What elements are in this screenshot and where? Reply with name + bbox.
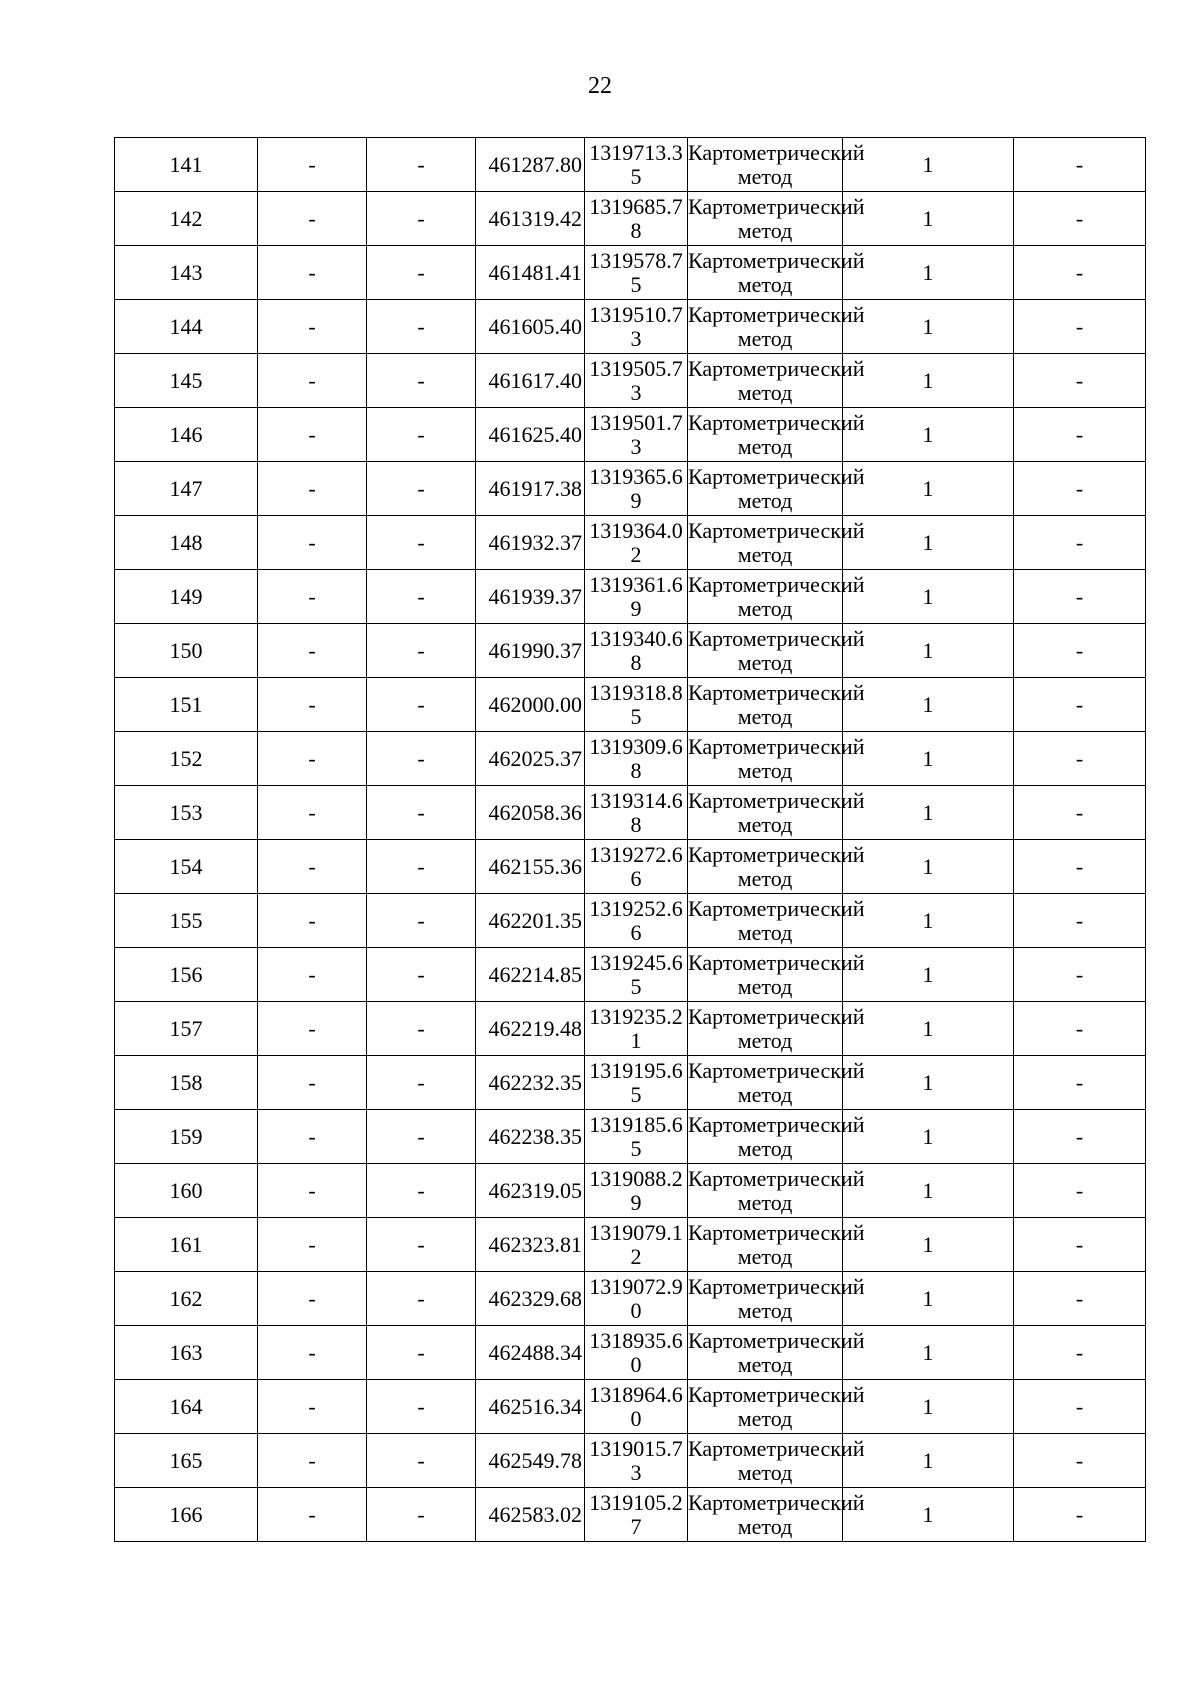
accuracy-cell: 1 bbox=[843, 1488, 1014, 1542]
point-number-cell: 147 bbox=[115, 462, 258, 516]
empty-dash-cell: - bbox=[1014, 408, 1146, 462]
point-number-cell: 163 bbox=[115, 1326, 258, 1380]
empty-dash-cell: - bbox=[1014, 570, 1146, 624]
empty-dash-cell: - bbox=[1014, 1434, 1146, 1488]
y-coordinate-cell: 1319365.69 bbox=[585, 462, 688, 516]
point-number-cell: 151 bbox=[115, 678, 258, 732]
empty-dash-cell: - bbox=[258, 840, 367, 894]
accuracy-cell: 1 bbox=[843, 1056, 1014, 1110]
point-number-cell: 149 bbox=[115, 570, 258, 624]
accuracy-cell: 1 bbox=[843, 516, 1014, 570]
accuracy-cell: 1 bbox=[843, 1326, 1014, 1380]
empty-dash-cell: - bbox=[1014, 786, 1146, 840]
table-row bbox=[115, 894, 1146, 948]
point-number-cell: 146 bbox=[115, 408, 258, 462]
x-coordinate-cell: 462201.35 bbox=[476, 894, 585, 948]
empty-dash-cell: - bbox=[258, 1110, 367, 1164]
y-coordinate-cell: 1319309.68 bbox=[585, 732, 688, 786]
method-cell: Картометрический метод bbox=[688, 624, 843, 678]
x-coordinate-cell: 462058.36 bbox=[476, 786, 585, 840]
method-cell: Картометрический метод bbox=[688, 786, 843, 840]
empty-dash-cell: - bbox=[1014, 1164, 1146, 1218]
y-coordinate-cell: 1319578.75 bbox=[585, 246, 688, 300]
x-coordinate-cell: 461605.40 bbox=[476, 300, 585, 354]
table-row bbox=[115, 1056, 1146, 1110]
empty-dash-cell: - bbox=[367, 1488, 476, 1542]
accuracy-cell: 1 bbox=[843, 1434, 1014, 1488]
empty-dash-cell: - bbox=[1014, 678, 1146, 732]
point-number-cell: 166 bbox=[115, 1488, 258, 1542]
empty-dash-cell: - bbox=[258, 786, 367, 840]
empty-dash-cell: - bbox=[258, 624, 367, 678]
table-row bbox=[115, 138, 1146, 192]
point-number-cell: 158 bbox=[115, 1056, 258, 1110]
point-number-cell: 153 bbox=[115, 786, 258, 840]
empty-dash-cell: - bbox=[258, 516, 367, 570]
empty-dash-cell: - bbox=[367, 1272, 476, 1326]
method-cell: Картометрический метод bbox=[688, 1380, 843, 1434]
empty-dash-cell: - bbox=[367, 516, 476, 570]
y-coordinate-cell: 1319088.29 bbox=[585, 1164, 688, 1218]
point-number-cell: 154 bbox=[115, 840, 258, 894]
table-row bbox=[115, 192, 1146, 246]
table-row bbox=[115, 516, 1146, 570]
table-row bbox=[115, 462, 1146, 516]
empty-dash-cell: - bbox=[1014, 1110, 1146, 1164]
empty-dash-cell: - bbox=[367, 246, 476, 300]
table-row bbox=[115, 840, 1146, 894]
empty-dash-cell: - bbox=[367, 138, 476, 192]
accuracy-cell: 1 bbox=[843, 192, 1014, 246]
empty-dash-cell: - bbox=[1014, 732, 1146, 786]
accuracy-cell: 1 bbox=[843, 1110, 1014, 1164]
y-coordinate-cell: 1319314.68 bbox=[585, 786, 688, 840]
x-coordinate-cell: 461625.40 bbox=[476, 408, 585, 462]
x-coordinate-cell: 462549.78 bbox=[476, 1434, 585, 1488]
y-coordinate-cell: 1319361.69 bbox=[585, 570, 688, 624]
point-number-cell: 164 bbox=[115, 1380, 258, 1434]
table-row bbox=[115, 1002, 1146, 1056]
empty-dash-cell: - bbox=[367, 462, 476, 516]
table-row bbox=[115, 1218, 1146, 1272]
y-coordinate-cell: 1319245.65 bbox=[585, 948, 688, 1002]
table-row bbox=[115, 1434, 1146, 1488]
table-row bbox=[115, 1326, 1146, 1380]
accuracy-cell: 1 bbox=[843, 1164, 1014, 1218]
accuracy-cell: 1 bbox=[843, 1218, 1014, 1272]
method-cell: Картометрический метод bbox=[688, 1110, 843, 1164]
empty-dash-cell: - bbox=[1014, 516, 1146, 570]
method-cell: Картометрический метод bbox=[688, 246, 843, 300]
empty-dash-cell: - bbox=[367, 1110, 476, 1164]
accuracy-cell: 1 bbox=[843, 1002, 1014, 1056]
empty-dash-cell: - bbox=[367, 300, 476, 354]
x-coordinate-cell: 461990.37 bbox=[476, 624, 585, 678]
empty-dash-cell: - bbox=[367, 1164, 476, 1218]
x-coordinate-cell: 461939.37 bbox=[476, 570, 585, 624]
point-number-cell: 157 bbox=[115, 1002, 258, 1056]
empty-dash-cell: - bbox=[1014, 894, 1146, 948]
empty-dash-cell: - bbox=[367, 786, 476, 840]
y-coordinate-cell: 1319272.66 bbox=[585, 840, 688, 894]
x-coordinate-cell: 461319.42 bbox=[476, 192, 585, 246]
empty-dash-cell: - bbox=[258, 1326, 367, 1380]
empty-dash-cell: - bbox=[1014, 354, 1146, 408]
empty-dash-cell: - bbox=[367, 678, 476, 732]
x-coordinate-cell: 462488.34 bbox=[476, 1326, 585, 1380]
accuracy-cell: 1 bbox=[843, 786, 1014, 840]
point-number-cell: 160 bbox=[115, 1164, 258, 1218]
accuracy-cell: 1 bbox=[843, 678, 1014, 732]
method-cell: Картометрический метод bbox=[688, 1272, 843, 1326]
x-coordinate-cell: 461481.41 bbox=[476, 246, 585, 300]
method-cell: Картометрический метод bbox=[688, 1056, 843, 1110]
table-row bbox=[115, 408, 1146, 462]
point-number-cell: 159 bbox=[115, 1110, 258, 1164]
empty-dash-cell: - bbox=[258, 732, 367, 786]
y-coordinate-cell: 1319318.85 bbox=[585, 678, 688, 732]
empty-dash-cell: - bbox=[1014, 192, 1146, 246]
table-body bbox=[115, 138, 1146, 1542]
point-number-cell: 162 bbox=[115, 1272, 258, 1326]
empty-dash-cell: - bbox=[258, 300, 367, 354]
table-row bbox=[115, 354, 1146, 408]
method-cell: Картометрический метод bbox=[688, 732, 843, 786]
method-cell: Картометрический метод bbox=[688, 840, 843, 894]
y-coordinate-cell: 1319501.73 bbox=[585, 408, 688, 462]
y-coordinate-cell: 1319195.65 bbox=[585, 1056, 688, 1110]
empty-dash-cell: - bbox=[258, 1218, 367, 1272]
point-number-cell: 161 bbox=[115, 1218, 258, 1272]
empty-dash-cell: - bbox=[1014, 300, 1146, 354]
method-cell: Картометрический метод bbox=[688, 300, 843, 354]
empty-dash-cell: - bbox=[1014, 1326, 1146, 1380]
point-number-cell: 155 bbox=[115, 894, 258, 948]
empty-dash-cell: - bbox=[258, 1164, 367, 1218]
point-number-cell: 150 bbox=[115, 624, 258, 678]
method-cell: Картометрический метод bbox=[688, 1218, 843, 1272]
y-coordinate-cell: 1319505.73 bbox=[585, 354, 688, 408]
y-coordinate-cell: 1319685.78 bbox=[585, 192, 688, 246]
accuracy-cell: 1 bbox=[843, 894, 1014, 948]
table-row bbox=[115, 948, 1146, 1002]
accuracy-cell: 1 bbox=[843, 300, 1014, 354]
y-coordinate-cell: 1318935.60 bbox=[585, 1326, 688, 1380]
empty-dash-cell: - bbox=[367, 1380, 476, 1434]
accuracy-cell: 1 bbox=[843, 570, 1014, 624]
accuracy-cell: 1 bbox=[843, 624, 1014, 678]
method-cell: Картометрический метод bbox=[688, 1164, 843, 1218]
empty-dash-cell: - bbox=[258, 1488, 367, 1542]
empty-dash-cell: - bbox=[367, 1218, 476, 1272]
method-cell: Картометрический метод bbox=[688, 192, 843, 246]
empty-dash-cell: - bbox=[258, 1002, 367, 1056]
y-coordinate-cell: 1319072.90 bbox=[585, 1272, 688, 1326]
empty-dash-cell: - bbox=[1014, 948, 1146, 1002]
empty-dash-cell: - bbox=[1014, 1272, 1146, 1326]
y-coordinate-cell: 1319185.65 bbox=[585, 1110, 688, 1164]
method-cell: Картометрический метод bbox=[688, 1326, 843, 1380]
empty-dash-cell: - bbox=[1014, 624, 1146, 678]
accuracy-cell: 1 bbox=[843, 354, 1014, 408]
x-coordinate-cell: 462238.35 bbox=[476, 1110, 585, 1164]
table-row bbox=[115, 1488, 1146, 1542]
method-cell: Картометрический метод bbox=[688, 894, 843, 948]
empty-dash-cell: - bbox=[367, 192, 476, 246]
empty-dash-cell: - bbox=[1014, 1056, 1146, 1110]
point-number-cell: 142 bbox=[115, 192, 258, 246]
accuracy-cell: 1 bbox=[843, 1272, 1014, 1326]
empty-dash-cell: - bbox=[367, 408, 476, 462]
empty-dash-cell: - bbox=[1014, 246, 1146, 300]
x-coordinate-cell: 462214.85 bbox=[476, 948, 585, 1002]
y-coordinate-cell: 1318964.60 bbox=[585, 1380, 688, 1434]
x-coordinate-cell: 462516.34 bbox=[476, 1380, 585, 1434]
method-cell: Картометрический метод bbox=[688, 1488, 843, 1542]
accuracy-cell: 1 bbox=[843, 408, 1014, 462]
y-coordinate-cell: 1319713.35 bbox=[585, 138, 688, 192]
x-coordinate-cell: 461932.37 bbox=[476, 516, 585, 570]
y-coordinate-cell: 1319252.66 bbox=[585, 894, 688, 948]
method-cell: Картометрический метод bbox=[688, 354, 843, 408]
method-cell: Картометрический метод bbox=[688, 570, 843, 624]
empty-dash-cell: - bbox=[258, 1272, 367, 1326]
empty-dash-cell: - bbox=[367, 624, 476, 678]
x-coordinate-cell: 462025.37 bbox=[476, 732, 585, 786]
x-coordinate-cell: 462000.00 bbox=[476, 678, 585, 732]
empty-dash-cell: - bbox=[258, 948, 367, 1002]
y-coordinate-cell: 1319235.21 bbox=[585, 1002, 688, 1056]
accuracy-cell: 1 bbox=[843, 1380, 1014, 1434]
empty-dash-cell: - bbox=[258, 678, 367, 732]
x-coordinate-cell: 462232.35 bbox=[476, 1056, 585, 1110]
empty-dash-cell: - bbox=[367, 732, 476, 786]
accuracy-cell: 1 bbox=[843, 732, 1014, 786]
empty-dash-cell: - bbox=[258, 138, 367, 192]
method-cell: Картометрический метод bbox=[688, 408, 843, 462]
point-number-cell: 156 bbox=[115, 948, 258, 1002]
empty-dash-cell: - bbox=[367, 894, 476, 948]
empty-dash-cell: - bbox=[367, 1326, 476, 1380]
empty-dash-cell: - bbox=[258, 192, 367, 246]
x-coordinate-cell: 462329.68 bbox=[476, 1272, 585, 1326]
accuracy-cell: 1 bbox=[843, 138, 1014, 192]
empty-dash-cell: - bbox=[367, 1056, 476, 1110]
point-number-cell: 148 bbox=[115, 516, 258, 570]
table-row bbox=[115, 1110, 1146, 1164]
x-coordinate-cell: 461917.38 bbox=[476, 462, 585, 516]
x-coordinate-cell: 461617.40 bbox=[476, 354, 585, 408]
x-coordinate-cell: 462583.02 bbox=[476, 1488, 585, 1542]
table-row bbox=[115, 300, 1146, 354]
method-cell: Картометрический метод bbox=[688, 1434, 843, 1488]
table-row bbox=[115, 1272, 1146, 1326]
empty-dash-cell: - bbox=[258, 246, 367, 300]
empty-dash-cell: - bbox=[258, 1056, 367, 1110]
empty-dash-cell: - bbox=[258, 1380, 367, 1434]
empty-dash-cell: - bbox=[258, 894, 367, 948]
coordinates-table bbox=[114, 137, 1146, 1542]
y-coordinate-cell: 1319015.73 bbox=[585, 1434, 688, 1488]
empty-dash-cell: - bbox=[367, 1002, 476, 1056]
empty-dash-cell: - bbox=[258, 570, 367, 624]
y-coordinate-cell: 1319510.73 bbox=[585, 300, 688, 354]
method-cell: Картометрический метод bbox=[688, 516, 843, 570]
y-coordinate-cell: 1319079.12 bbox=[585, 1218, 688, 1272]
x-coordinate-cell: 462219.48 bbox=[476, 1002, 585, 1056]
table-row bbox=[115, 570, 1146, 624]
empty-dash-cell: - bbox=[258, 354, 367, 408]
method-cell: Картометрический метод bbox=[688, 1002, 843, 1056]
point-number-cell: 141 bbox=[115, 138, 258, 192]
empty-dash-cell: - bbox=[367, 1434, 476, 1488]
point-number-cell: 165 bbox=[115, 1434, 258, 1488]
method-cell: Картометрический метод bbox=[688, 462, 843, 516]
page-number: 22 bbox=[588, 73, 612, 99]
accuracy-cell: 1 bbox=[843, 462, 1014, 516]
table-row bbox=[115, 246, 1146, 300]
empty-dash-cell: - bbox=[367, 570, 476, 624]
empty-dash-cell: - bbox=[1014, 1218, 1146, 1272]
accuracy-cell: 1 bbox=[843, 246, 1014, 300]
table-row bbox=[115, 1164, 1146, 1218]
point-number-cell: 143 bbox=[115, 246, 258, 300]
y-coordinate-cell: 1319340.68 bbox=[585, 624, 688, 678]
accuracy-cell: 1 bbox=[843, 840, 1014, 894]
empty-dash-cell: - bbox=[367, 840, 476, 894]
x-coordinate-cell: 462323.81 bbox=[476, 1218, 585, 1272]
empty-dash-cell: - bbox=[367, 948, 476, 1002]
table-row bbox=[115, 1380, 1146, 1434]
y-coordinate-cell: 1319105.27 bbox=[585, 1488, 688, 1542]
empty-dash-cell: - bbox=[367, 354, 476, 408]
point-number-cell: 145 bbox=[115, 354, 258, 408]
table-row bbox=[115, 786, 1146, 840]
empty-dash-cell: - bbox=[258, 1434, 367, 1488]
x-coordinate-cell: 462319.05 bbox=[476, 1164, 585, 1218]
point-number-cell: 152 bbox=[115, 732, 258, 786]
table-row bbox=[115, 624, 1146, 678]
empty-dash-cell: - bbox=[1014, 1380, 1146, 1434]
accuracy-cell: 1 bbox=[843, 948, 1014, 1002]
empty-dash-cell: - bbox=[1014, 1002, 1146, 1056]
empty-dash-cell: - bbox=[258, 408, 367, 462]
y-coordinate-cell: 1319364.02 bbox=[585, 516, 688, 570]
method-cell: Картометрический метод bbox=[688, 138, 843, 192]
empty-dash-cell: - bbox=[1014, 138, 1146, 192]
method-cell: Картометрический метод bbox=[688, 678, 843, 732]
table-row bbox=[115, 732, 1146, 786]
empty-dash-cell: - bbox=[1014, 1488, 1146, 1542]
point-number-cell: 144 bbox=[115, 300, 258, 354]
empty-dash-cell: - bbox=[1014, 840, 1146, 894]
table-row bbox=[115, 678, 1146, 732]
empty-dash-cell: - bbox=[258, 462, 367, 516]
method-cell: Картометрический метод bbox=[688, 948, 843, 1002]
x-coordinate-cell: 462155.36 bbox=[476, 840, 585, 894]
x-coordinate-cell: 461287.80 bbox=[476, 138, 585, 192]
empty-dash-cell: - bbox=[1014, 462, 1146, 516]
